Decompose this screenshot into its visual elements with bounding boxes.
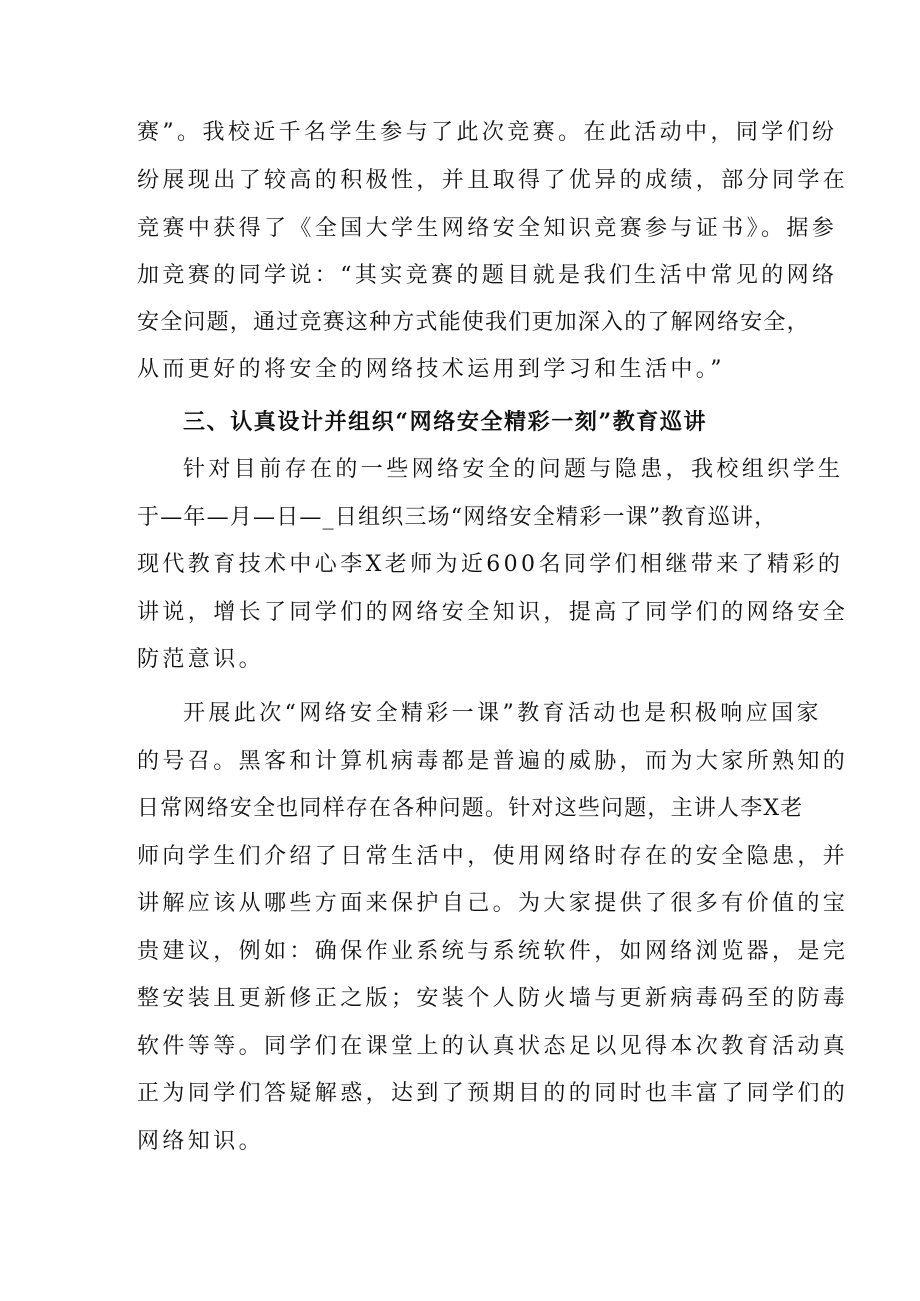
paragraph-line: 讲解应该从哪些方面来保护自己。为大家提供了很多有价值的宝 (137, 891, 849, 916)
paragraph-line: 从而更好的将安全的网络技术运用到学习和生活中。” (137, 357, 725, 382)
paragraph-line: 师向学生们介绍了日常生活中，使用网络时存在的安全隐患，并 (137, 844, 849, 869)
paragraph-line: 现代教育技术中心李X老师为近600名同学们相继带来了精彩的 (137, 552, 844, 577)
paragraph-line: 开展此次“网络安全精彩一课”教育活动也是积极响应国家 (183, 701, 822, 726)
paragraph-line: 的号召。黑客和计算机病毒都是普遍的威胁，而为大家所熟知的 (137, 749, 849, 774)
paragraph-line: 贵建议，例如：确保作业系统与系统软件，如网络浏览器，是完 (137, 939, 849, 964)
paragraph-line: 安全问题，通过竞赛这种方式能使我们更加深入的了解网络安全， (137, 310, 810, 335)
paragraph-line: 赛”。我校近千名学生参与了此次竞赛。在此活动中，同学们纷 (137, 120, 838, 145)
paragraph-line: 正为同学们答疑解惑，达到了预期目的的同时也丰富了同学们的 (137, 1081, 849, 1106)
paragraph-line: 网络知识。 (137, 1129, 265, 1154)
paragraph-line: 针对目前存在的一些网络安全的问题与隐患，我校组织学生 (183, 457, 844, 482)
paragraph-line: 加竞赛的同学说：“其实竞赛的题目就是我们生活中常见的网络 (137, 263, 838, 288)
paragraph-line: 防范意识。 (137, 647, 265, 672)
paragraph-line: 于—年—月—日—_日组织三场“网络安全精彩一课”教育巡讲， (137, 505, 778, 530)
section-heading: 三、认真设计并组织“网络安全精彩一刻”教育巡讲 (183, 409, 708, 435)
paragraph-line: 日常网络安全也同样存在各种问题。针对这些问题，主讲人李X老 (137, 796, 804, 821)
paragraph-line: 软件等等。同学们在课堂上的认真状态足以见得本次教育活动真 (137, 1034, 849, 1059)
paragraph-line: 纷展现出了较高的积极性，并且取得了优异的成绩，部分同学在 (137, 168, 849, 193)
paragraph-line: 讲说，增长了同学们的网络安全知识，提高了同学们的网络安全 (137, 600, 849, 625)
paragraph-line: 竞赛中获得了《全国大学生网络安全知识竞赛参与证书》。据参 (137, 216, 838, 241)
paragraph-line: 整安装且更新修正之版；安装个人防火墙与更新病毒码至的防毒 (137, 986, 849, 1011)
